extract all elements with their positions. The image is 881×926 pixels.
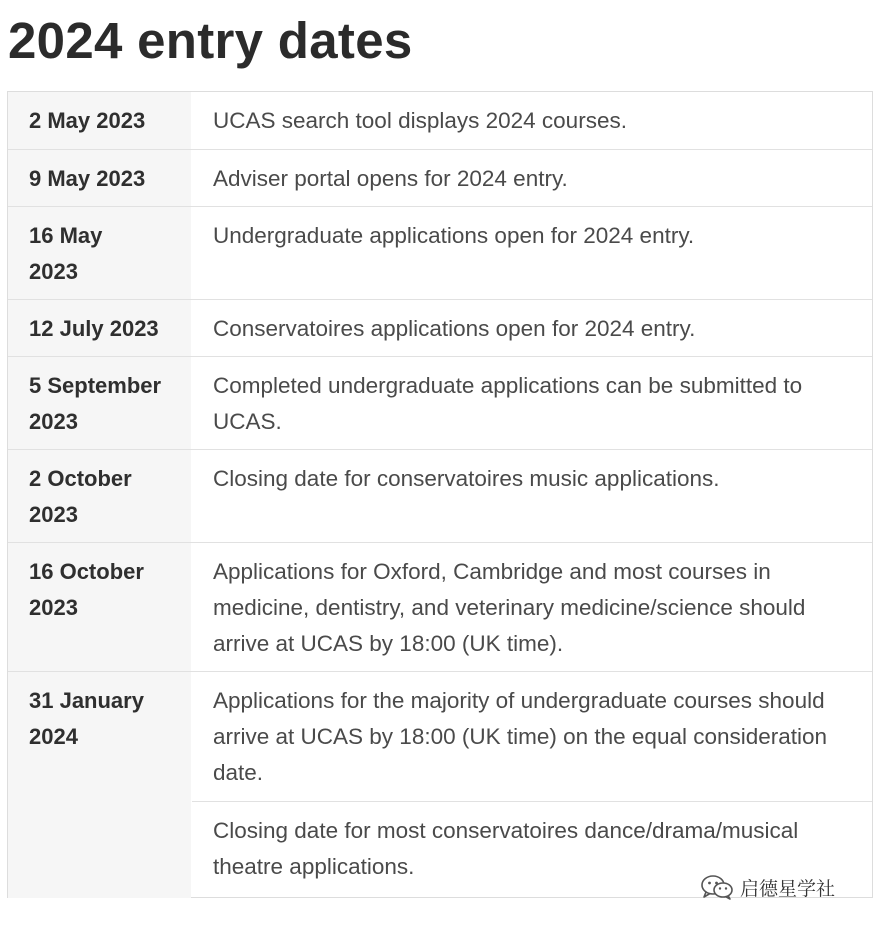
table-row bbox=[8, 542, 872, 672]
date-cell: 2 May 2023 bbox=[8, 92, 191, 149]
description-cell: Closing date for most conservatoires dance/drama/musical theatre applications. bbox=[213, 818, 799, 879]
date-cell: 31 January 2024 bbox=[8, 672, 191, 898]
table-row bbox=[8, 671, 872, 898]
date-cell: 9 May 2023 bbox=[8, 150, 191, 207]
table-row bbox=[8, 449, 872, 543]
date-cell: 2 October 2023 bbox=[8, 450, 191, 543]
description-cell: Undergraduate applications open for 2024 entry. bbox=[213, 223, 695, 248]
date-cell: 5 September 2023 bbox=[8, 357, 191, 450]
table-row bbox=[8, 206, 872, 300]
watermark bbox=[700, 872, 835, 902]
description-cell: Applications for the majority of undergraduate courses should arrive at UCAS by 18:00 (UK time) on the equal consideration date. bbox=[213, 688, 828, 785]
page-title: 2024 entry dates bbox=[8, 12, 413, 69]
description-cell: Adviser portal opens for 2024 entry. bbox=[213, 166, 568, 191]
date-cell: 16 May 2023 bbox=[8, 207, 191, 300]
description-cell: Conservatoires applications open for 2024 entry. bbox=[213, 316, 696, 341]
table-row bbox=[8, 299, 872, 357]
date-cell: 16 October 2023 bbox=[8, 543, 191, 672]
table-row bbox=[8, 92, 872, 149]
description-cell: Applications for Oxford, Cambridge and most courses in medicine, dentistry, and veterinary medicine/science should arrive at UCAS by 18:00 (UK time). bbox=[213, 559, 806, 656]
table-row bbox=[8, 149, 872, 207]
entry-dates-table bbox=[7, 91, 873, 898]
description-cell: Closing date for conservatoires music applications. bbox=[213, 466, 720, 491]
description-cell: Completed undergraduate applications can be submitted to UCAS. bbox=[213, 373, 803, 434]
watermark-text: 启德星学社 bbox=[740, 877, 836, 900]
description-cell: UCAS search tool displays 2024 courses. bbox=[213, 108, 627, 133]
date-cell: 12 July 2023 bbox=[8, 300, 191, 357]
wechat-icon bbox=[700, 874, 734, 900]
table-row bbox=[8, 356, 872, 450]
